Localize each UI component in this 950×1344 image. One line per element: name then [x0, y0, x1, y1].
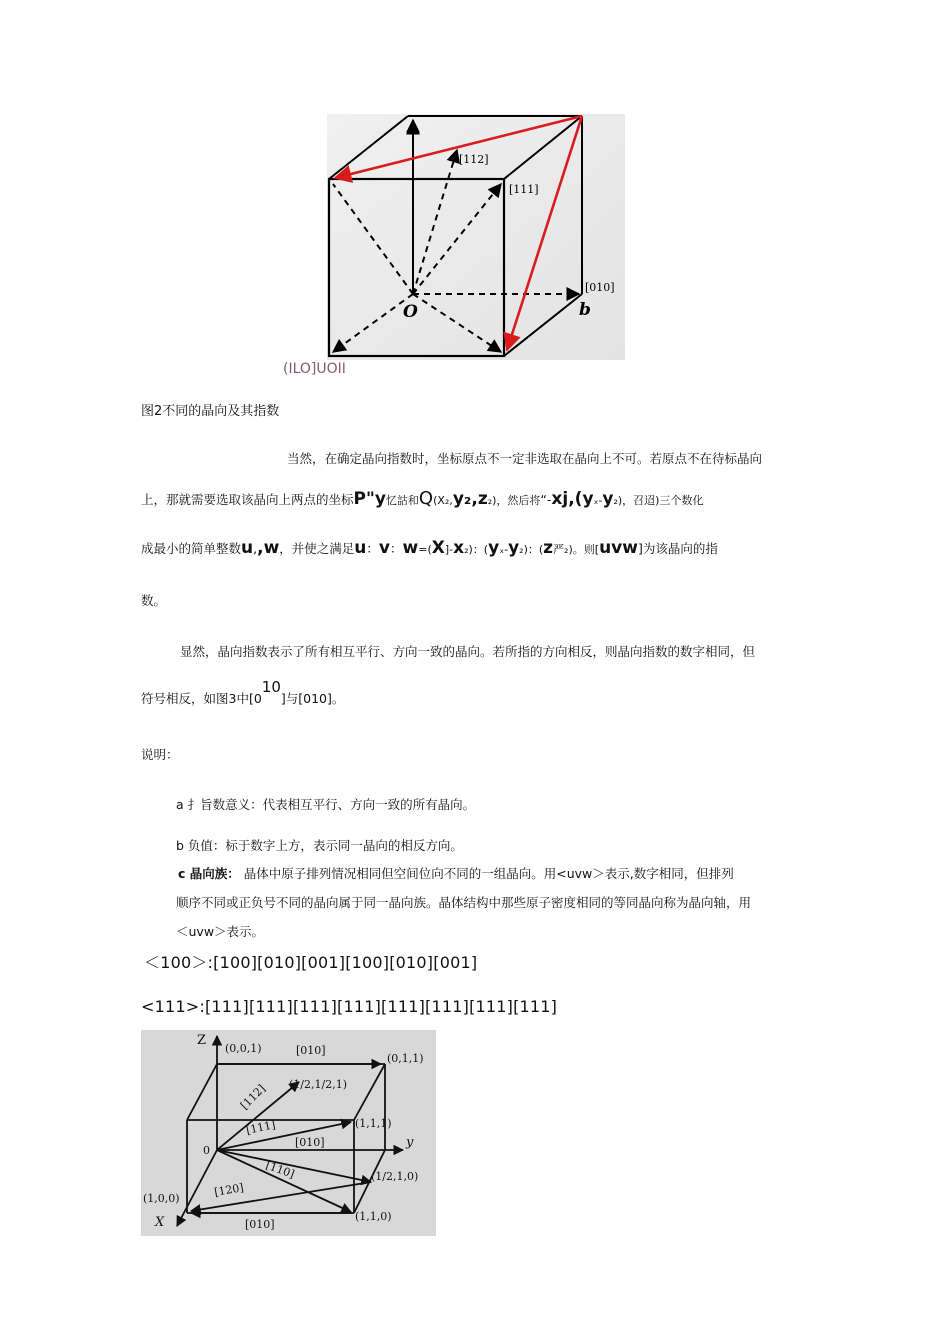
label-010-mid: [010] [295, 1136, 325, 1149]
note-item-c-line2: 顺序不同或正负号不同的晶向属于同一晶向族。晶体结构中那些原子密度相同的等同晶向称为晶向轴，用 [176, 895, 752, 910]
cube-figure-1 [327, 114, 625, 360]
label-010: [010] [585, 281, 615, 294]
family-100-list: ＜100＞:[100][010][001][100][010][001] [144, 953, 478, 972]
label-010-bot: [010] [245, 1218, 275, 1231]
figure-1-caption: 图2不同的晶向及其指数 [141, 404, 280, 419]
y-axis-label: y [406, 1135, 414, 1150]
label-112: [112] [459, 153, 489, 166]
note-item-c-line3: ＜uvw＞表示。 [176, 924, 265, 939]
x-axis-label: X [155, 1215, 165, 1230]
note-heading: 说明： [141, 747, 179, 762]
family-111-list: <111>:[111][111][111][111][111][111][111][111] [141, 997, 558, 1016]
note-item-a: a 扌旨数意义：代表相互平行、方向一致的所有晶向。 [176, 797, 476, 812]
z-axis-label: Z [197, 1033, 207, 1048]
label-p011: (0,1,1) [387, 1052, 424, 1065]
para2-line1: 显然，晶向指数表示了所有相互平行、方向一致的晶向。若所指的方向相反，则晶向指数的数字相同，但 [180, 644, 756, 659]
para2-line2: 符号相反，如图3中[010]与[010]。 [141, 678, 345, 706]
label-112: [112] [237, 1082, 269, 1113]
b-axis-label: b [579, 300, 591, 320]
para1-line4: 数。 [141, 593, 167, 608]
label-p100: (1,0,0) [143, 1192, 180, 1205]
para1-line3: 成最小的简单整数u,,w，并使之满足u：v：w=(X]-x₂)：(yₓ-y₂)：(z严₂)。则[uvw]为该晶向的指 [141, 538, 718, 558]
para1-line1: 当然，在确定晶向指数时，坐标原点不一定非选取在晶向上不可。若原点不在待标晶向 [287, 451, 763, 466]
note-item-b: b 负值：标于数字上方，表示同一晶向的相反方向。 [176, 838, 463, 853]
figure-1-sub-label: (ILO]UOII [283, 361, 346, 377]
label-p110: (1,1,0) [355, 1210, 392, 1223]
label-111: [111] [244, 1118, 277, 1137]
origin-label-2: 0 [203, 1144, 210, 1157]
label-phalf2: (1/2,1,0) [371, 1170, 419, 1183]
label-010-top: [010] [296, 1044, 326, 1057]
origin-label: O [403, 302, 418, 322]
label-p001: (0,0,1) [225, 1042, 262, 1055]
label-p111: (1,1,1) [355, 1117, 392, 1130]
cube-figure-2 [141, 1030, 436, 1236]
label-120: [120] [213, 1181, 245, 1199]
para1-line2: 上，那就需要选取该晶向上两点的坐标P"y忆詁和Q(X₂,y₂,z₂)，然后将“-xj,(yₓ-y₂)，召迢)三个数化 [141, 488, 704, 509]
note-item-c-line1: c 晶向族： 晶体中原子排列情况相同但空间位向不同的一组晶向。用<uvw＞表示,数字相同，但排列 [178, 866, 734, 881]
label-110: [110] [263, 1158, 297, 1181]
label-111: [111] [509, 183, 539, 196]
label-phalf: (1/2,1/2,1) [289, 1078, 347, 1091]
